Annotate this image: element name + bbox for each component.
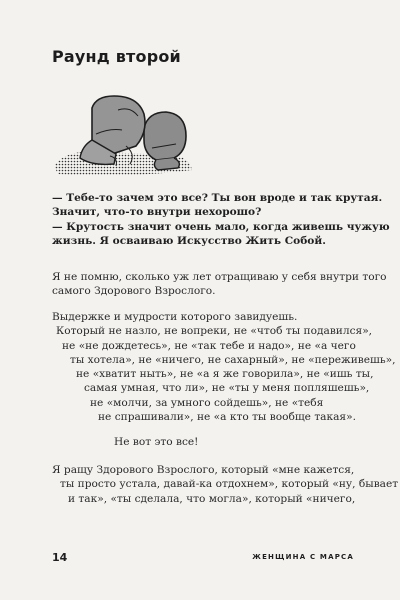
dialog-line: — Крутость значит очень мало, когда живешь чужую <box>52 220 390 233</box>
text-line: ты хотела», не «ничего, не сахарный», не «переживешь», <box>70 353 396 366</box>
text-line: самого Здорового Взрослого. <box>52 285 216 298</box>
text-line: Я ращу Здорового Взрослого, который «мне кажется, <box>52 464 355 476</box>
paragraph-2 <box>0 310 396 424</box>
text-line: не «молчи, за умного сойдешь», не «тебя <box>90 396 324 409</box>
text-line: не «хватит ныть», не «а я же говорила», не «ишь ты, <box>76 368 374 381</box>
paragraph-4 <box>0 463 398 506</box>
running-footer-title: ЖЕНЩИНА С МАРСА <box>252 553 354 561</box>
chapter-heading: Раунд второй <box>52 47 181 66</box>
paragraph-1 <box>0 270 387 299</box>
text-line: Я не помню, сколько уж лет отращиваю у себя внутри того <box>52 271 387 283</box>
dialog-line: Значит, что-то внутри нехорошо? <box>52 206 262 219</box>
dialog-block <box>52 191 390 248</box>
text-line: не «не дождетесь», не «так тебе и надо», не «а чего <box>62 339 356 352</box>
boxing-gloves-icon <box>52 88 202 178</box>
paragraph-3 <box>0 435 198 449</box>
text-line: и так», «ты сделала, что могла», который «ничего, <box>68 492 356 505</box>
text-line: Выдержке и мудрости которого завидуешь. <box>52 311 298 323</box>
page-number: 14 <box>52 551 68 564</box>
text-line: не спрашивали», не «а кто ты вообще такая». <box>98 411 356 424</box>
text-line: Который не назло, не вопреки, не «чтоб ты подавился», <box>56 325 373 338</box>
text-line: Не вот это все! <box>114 436 199 448</box>
dialog-line: — Тебе-то зачем это все? Ты вон вроде и так крутая. <box>52 192 383 204</box>
text-line: ты просто устала, давай-ка отдохнем», который «ну, бывает <box>60 478 399 491</box>
dialog-line: жизнь. Я осваиваю Искусство Жить Собой. <box>52 234 326 247</box>
text-line: самая умная, что ли», не «ты у меня попляшешь», <box>84 382 370 395</box>
